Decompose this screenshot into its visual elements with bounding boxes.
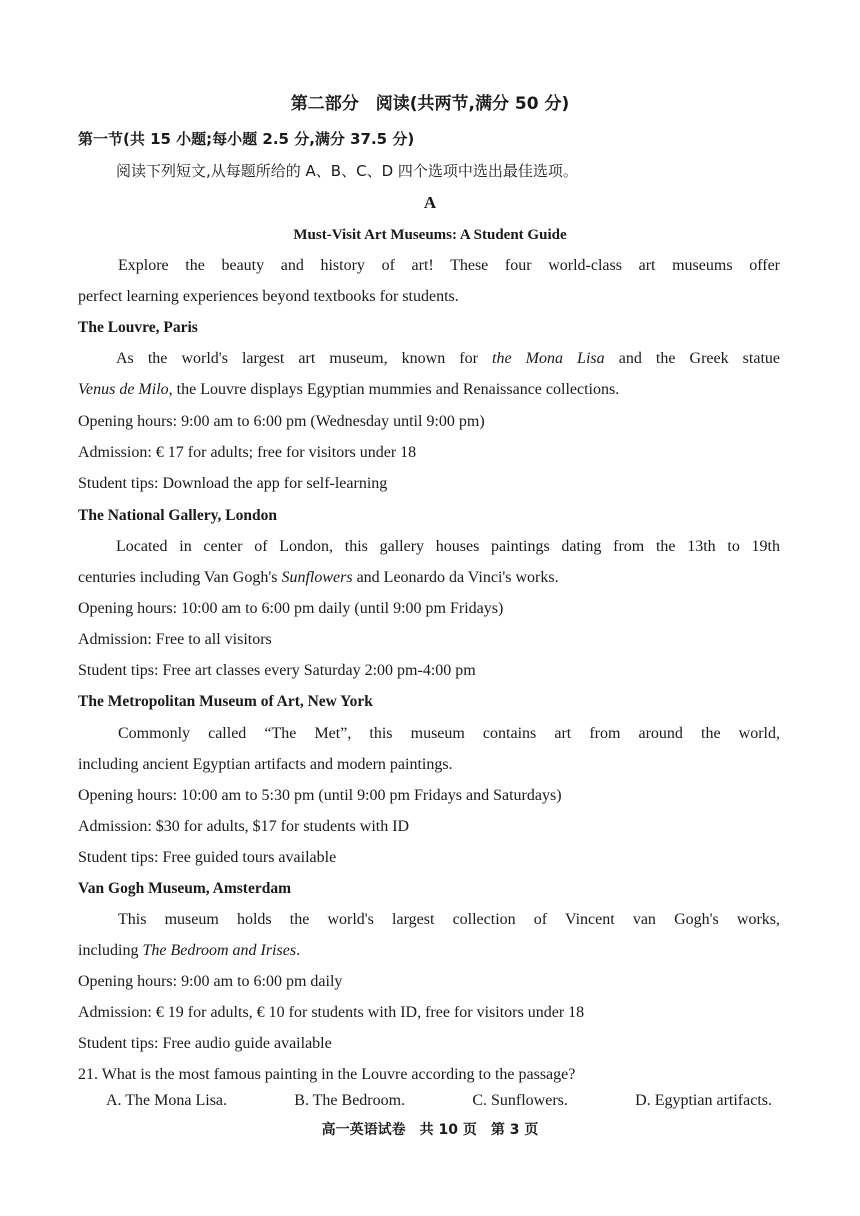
national-gallery-tips: Student tips: Free art classes every Saturday 2:00 pm-4:00 pm — [78, 662, 476, 679]
part-title: 第二部分 阅读(共两节,满分 50 分) — [290, 94, 570, 114]
met-hours: Opening hours: 10:00 am to 5:30 pm (until 9:00 pm Fridays and Saturdays) — [78, 787, 562, 804]
article-title: Must-Visit Art Museums: A Student Guide — [293, 227, 567, 243]
national-gallery-desc-line-1: Located in center of London, this gallery houses paintings dating from the 13th to 19th — [116, 538, 780, 555]
louvre-desc-line-1: As the world's largest art museum, known for the Mona Lisa and the Greek statue — [116, 350, 780, 367]
museum-heading-met: The Metropolitan Museum of Art, New York — [78, 693, 373, 710]
option-b[interactable]: B. The Bedroom. — [294, 1092, 406, 1109]
met-desc-line-2: including ancient Egyptian artifacts and modern paintings. — [78, 756, 453, 773]
van-gogh-desc-line-1: This museum holds the world's largest collection of Vincent van Gogh's works, — [118, 911, 780, 928]
museum-heading-louvre: The Louvre, Paris — [78, 319, 198, 336]
louvre-admission: Admission: € 17 for adults; free for visitors under 18 — [78, 444, 417, 461]
option-c[interactable]: C. Sunflowers. — [472, 1092, 568, 1109]
museum-heading-national-gallery: The National Gallery, London — [78, 507, 277, 524]
page-footer: 高一英语试卷 共 10 页 第 3 页 — [321, 1122, 539, 1138]
section-title: 第一节(共 15 小题;每小题 2.5 分,满分 37.5 分) — [78, 130, 415, 148]
option-d[interactable]: D. Egyptian artifacts. — [635, 1092, 772, 1109]
question-stem: 21. What is the most famous painting in the Louvre according to the passage? — [78, 1066, 576, 1083]
passage-letter: A — [423, 193, 437, 212]
van-gogh-hours: Opening hours: 9:00 am to 6:00 pm daily — [78, 973, 343, 990]
met-tips: Student tips: Free guided tours available — [78, 849, 337, 866]
met-admission: Admission: $30 for adults, $17 for students with ID — [78, 818, 410, 835]
van-gogh-desc-line-2: including The Bedroom and Irises. — [78, 942, 301, 959]
van-gogh-admission: Admission: € 19 for adults, € 10 for students with ID, free for visitors under 18 — [78, 1004, 585, 1021]
louvre-tips: Student tips: Download the app for self-learning — [78, 475, 388, 492]
louvre-hours: Opening hours: 9:00 am to 6:00 pm (Wednesday until 9:00 pm) — [78, 413, 485, 430]
national-gallery-hours: Opening hours: 10:00 am to 6:00 pm daily (until 9:00 pm Fridays) — [78, 600, 504, 617]
national-gallery-desc-line-2: centuries including Van Gogh's Sunflowers and Leonardo da Vinci's works. — [78, 569, 559, 586]
intro-line-2: perfect learning experiences beyond textbooks for students. — [78, 288, 459, 305]
intro-line-1: Explore the beauty and history of art! These four world-class art museums offer — [118, 257, 780, 274]
option-a[interactable]: A. The Mona Lisa. — [106, 1092, 228, 1109]
instruction: 阅读下列短文,从每题所给的 A、B、C、D 四个选项中选出最佳选项。 — [116, 162, 578, 180]
met-desc-line-1: Commonly called “The Met”, this museum contains art from around the world, — [118, 725, 780, 742]
national-gallery-admission: Admission: Free to all visitors — [78, 631, 272, 648]
louvre-desc-line-2: Venus de Milo, the Louvre displays Egyptian mummies and Renaissance collections. — [78, 381, 620, 398]
question-options — [106, 1091, 772, 1111]
van-gogh-tips: Student tips: Free audio guide available — [78, 1035, 332, 1052]
museum-heading-van-gogh: Van Gogh Museum, Amsterdam — [78, 880, 291, 897]
